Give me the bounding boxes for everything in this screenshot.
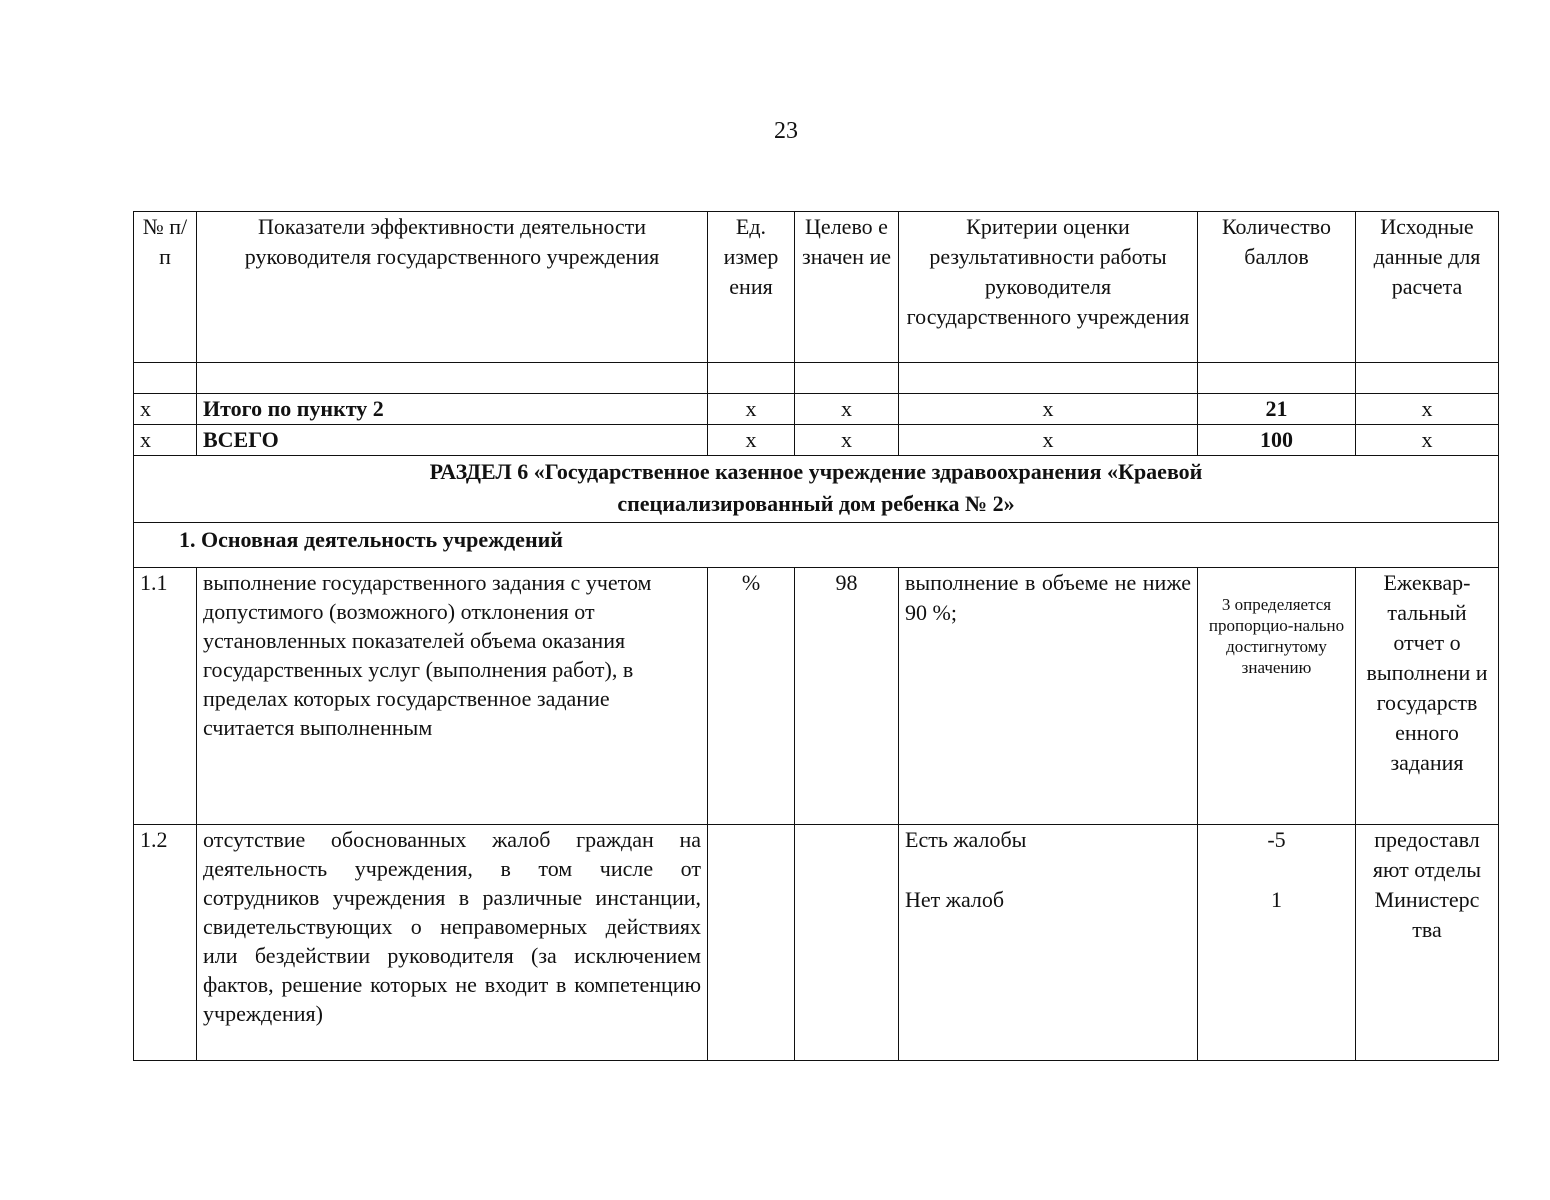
header-unit: Ед. измер ения: [708, 212, 795, 363]
header-num: № п/п: [134, 212, 197, 363]
row-points: 3 определяется пропорцио-нально достигнутому значению: [1198, 568, 1356, 825]
row-points: [1198, 825, 1356, 1061]
row-target: [795, 825, 899, 1061]
header-target: Целево е значен ие: [795, 212, 899, 363]
row-source: Ежеквар-тальный отчет о выполнени и государств енного задания: [1356, 568, 1499, 825]
grand-total-criteria: x: [899, 425, 1198, 456]
total-label: Итого по пункту 2: [197, 394, 708, 425]
total-unit: x: [708, 394, 795, 425]
grand-total-unit: x: [708, 425, 795, 456]
total-criteria: x: [899, 394, 1198, 425]
grand-total-label: ВСЕГО: [197, 425, 708, 456]
total-target: x: [795, 394, 899, 425]
total-points: 21: [1198, 394, 1356, 425]
section-title-line2: специализированный дом ребенка № 2»: [617, 491, 1015, 516]
header-criteria: Критерии оценки результативности работы руководителя государственного учреждения: [899, 212, 1198, 363]
row-unit: [708, 825, 795, 1061]
table-row: [134, 568, 1499, 825]
row-unit: %: [708, 568, 795, 825]
criteria-complaints: Есть жалобы: [905, 827, 1027, 852]
subsection-title-row: [134, 523, 1499, 568]
header-points: Количество баллов: [1198, 212, 1356, 363]
header-source: Исходные данные для расчета: [1356, 212, 1499, 363]
criteria-no-complaints: Нет жалоб: [905, 887, 1005, 912]
criteria-table: [133, 211, 1499, 1061]
grand-total-num: x: [134, 425, 197, 456]
total-num: x: [134, 394, 197, 425]
row-target: 98: [795, 568, 899, 825]
section-title-row: [134, 456, 1499, 523]
row-criteria: [899, 825, 1198, 1061]
row-indicator: отсутствие обоснованных жалоб граждан на деятельность учреждения, в том числе от сотрудников учреждения в различные инстанции, свидетельствующих о неправомерных действиях или бездействии руководителя (за исключением фактов, решение которых не входит в компетенцию учреждения): [197, 825, 708, 1061]
row-source: предоставл яют отделы Министерс тва: [1356, 825, 1499, 1061]
points-no-complaints: 1: [1271, 887, 1282, 912]
header-indicator: Показатели эффективности деятельности руководителя государственного учреждения: [197, 212, 708, 363]
row-num: 1.2: [134, 825, 197, 1061]
points-complaints: -5: [1267, 827, 1286, 852]
row-criteria: выполнение в объеме не ниже 90 %;: [899, 568, 1198, 825]
row-indicator: выполнение государственного задания с учетом допустимого (возможного) отклонения от установленных показателей объема оказания государственных услуг (выполнения работ), в пределах которых государственное задание считается выполненным: [197, 568, 708, 825]
table-row-grand-total: [134, 425, 1499, 456]
page-number: 23: [774, 118, 798, 144]
total-source: x: [1356, 394, 1499, 425]
section-title-line1: РАЗДЕЛ 6 «Государственное казенное учреждение здравоохранения «Краевой: [429, 459, 1203, 484]
table-row: [134, 825, 1499, 1061]
subsection-title: 1. Основная деятельность учреждений: [134, 523, 1499, 568]
row-num: 1.1: [134, 568, 197, 825]
section-title: [134, 456, 1499, 523]
grand-total-points: 100: [1198, 425, 1356, 456]
table-header-row: [134, 212, 1499, 363]
table-row-total-item-2: [134, 394, 1499, 425]
grand-total-target: x: [795, 425, 899, 456]
grand-total-source: x: [1356, 425, 1499, 456]
empty-row: [134, 363, 1499, 394]
